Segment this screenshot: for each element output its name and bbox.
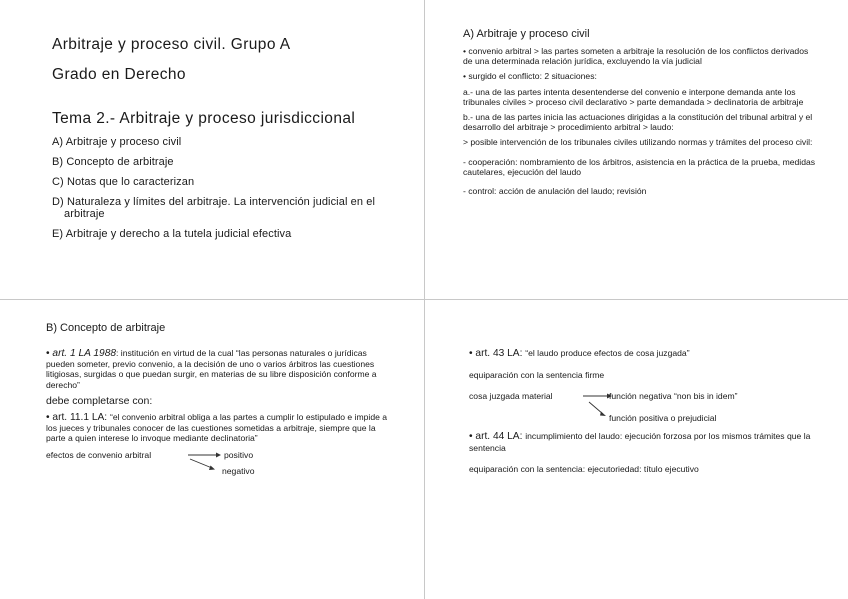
- complete-note: debe completarse con:: [46, 394, 153, 407]
- degree-title: Grado en Derecho: [52, 66, 186, 83]
- outline-item: C) Notas que lo caracterizan: [52, 176, 195, 188]
- paragraph: b.- una de las partes inicia las actuaciones dirigidas a la constitución del tribunal arbitral y el desarrollo del arbitraje > procedimiento arbitral > laudo:: [463, 112, 813, 133]
- paragraph: • convenio arbitral > las partes someten a arbitraje la resolución de los conflictos derivados de una determinada relación jurídica, excluyendo la vía judicial: [463, 46, 809, 67]
- art43-paragraph: [469, 348, 818, 359]
- effects-label: efectos de convenio arbitral: [46, 449, 152, 460]
- course-title: Arbitraje y proceso civil. Grupo A: [52, 36, 291, 53]
- slide-3: [0, 300, 424, 599]
- paragraph: - control: acción de anulación del laudo; revisión: [463, 186, 647, 197]
- art43-text: “el laudo produce efectos de cosa juzgada”: [525, 348, 690, 358]
- slide-title: B) Concepto de arbitraje: [46, 322, 166, 334]
- paragraph: > posible intervención de los tribunales civiles utilizando normas y trámites del proceso civil:: [463, 137, 813, 148]
- paragraph: - cooperación: nombramiento de los árbitros, asistencia en la práctica de la prueba, medidas cautelares, ejecución del laudo: [463, 156, 816, 177]
- art11-reference: • art. 11.1 LA:: [46, 412, 110, 424]
- paragraph: • surgido el conflicto: 2 situaciones:: [463, 71, 597, 82]
- slide-4: [425, 300, 848, 599]
- cosa-juzgada-diagram: [469, 391, 818, 431]
- art11-paragraph: [46, 412, 388, 444]
- art1-text: : institución en virtud de la cual “las personas naturales o jurídicas pueden someter, previo convenio, a la decisión de uno o varios árbitros las cuestiones litigiosas, surgidas o que puedan surgir, en materias de su libre disposición conforme a derecho”: [46, 348, 377, 390]
- art1-paragraph: [46, 348, 388, 390]
- art44-paragraph: [469, 431, 818, 452]
- effects-diagram: [46, 450, 388, 484]
- art43-reference: • art. 43 LA:: [469, 348, 526, 359]
- effect-negative: negativo: [222, 465, 255, 476]
- slide-2: [425, 0, 848, 299]
- topic-title: Tema 2.- Arbitraje y proceso jurisdiccional: [52, 110, 356, 127]
- topic-outline: [52, 136, 384, 240]
- outline-item: D) Naturaleza y límites del arbitraje. La intervención judicial en el arbitraje: [52, 196, 375, 220]
- art1-reference: art. 1 LA 1988: [52, 348, 117, 359]
- bullet: •: [46, 348, 53, 359]
- outline-item: A) Arbitraje y proceso civil: [52, 136, 182, 148]
- equiparacion-firme: equiparación con la sentencia firme: [469, 370, 605, 381]
- outline-item: E) Arbitraje y derecho a la tutela judicial efectiva: [52, 228, 292, 240]
- cosa-juzgada-label: cosa juzgada material: [469, 391, 553, 402]
- art44-text: incumplimiento del laudo: ejecución forzosa por los mismos trámites que la sentencia: [469, 431, 811, 453]
- slide-title: A) Arbitraje y proceso civil: [463, 28, 590, 40]
- art11-text: “el convenio arbitral obliga a las partes a cumplir lo estipulado e impide a los jueces y tribunales conocer de las cuestiones sometidas a arbitraje, siempre que la parte a quien interese lo invoque mediante declinatoria”: [46, 412, 388, 444]
- funcion-negativa: función negativa “non bis in idem”: [609, 391, 738, 402]
- effect-positive: positivo: [224, 449, 254, 460]
- paragraph: a.- una de las partes intenta desentenderse del convenio e interpone demanda ante los tribunales civiles > proceso civil declarativo > parte demandada > declinatoria de arbitraje: [463, 86, 804, 107]
- equiparacion-ejecutoriedad: equiparación con la sentencia: ejecutoriedad: título ejecutivo: [469, 463, 699, 474]
- art44-reference: • art. 44 LA:: [469, 431, 526, 443]
- outline-item: B) Concepto de arbitraje: [52, 156, 174, 168]
- funcion-positiva: función positiva o prejudicial: [609, 413, 717, 424]
- slide-1: [0, 0, 424, 299]
